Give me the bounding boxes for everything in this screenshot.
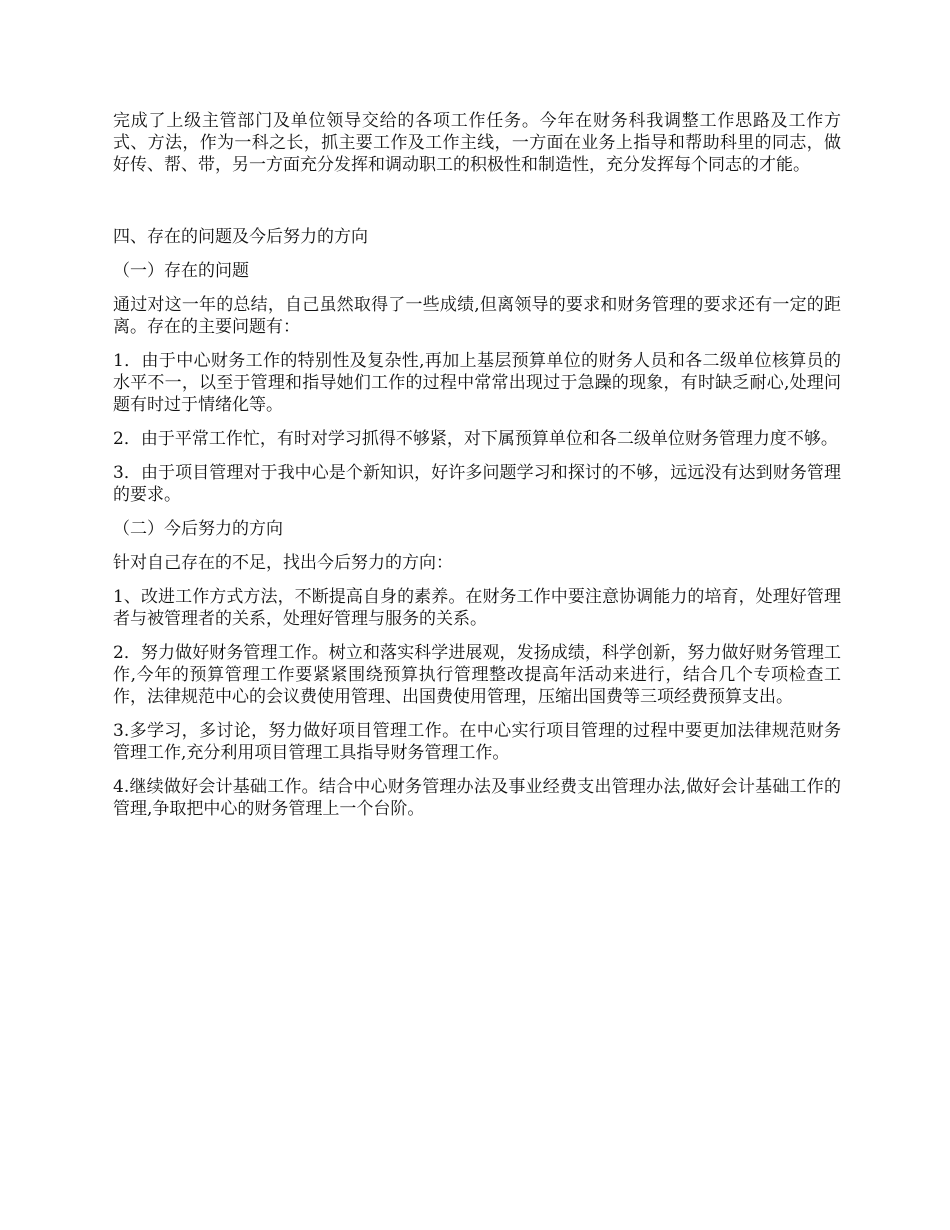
direction-item-4: 4.继续做好会计基础工作。结合中心财务管理办法及事业经费支出管理办法,做好会计基础工作的管理,争取把中心的财务管理上一个台阶。: [113, 777, 841, 819]
problem-item-1: 1．由于中心财务工作的特别性及复杂性,再加上基层预算单位的财务人员和各二级单位核算员的水平不一，以至于管理和指导她们工作的过程中常常出现过于急躁的现象，有时缺乏耐心,处理问题有时过于情绪化等。: [113, 351, 841, 415]
section-spacer: [113, 188, 841, 226]
subsection-heading-problems: （一）存在的问题: [113, 261, 249, 281]
subsection-heading-directions: （二）今后努力的方向: [113, 519, 283, 539]
section-heading: 四、存在的问题及今后努力的方向: [113, 227, 368, 247]
intro-paragraph: 完成了上级主管部门及单位领导交给的各项工作任务。今年在财务科我调整工作思路及工作方式、方法，作为一科之长，抓主要工作及工作主线，一方面在业务上指导和帮助科里的同志，做好传、帮、带，另一方面充分发挥和调动职工的积极性和制造性，充分发挥每个同志的才能。: [113, 111, 841, 175]
document-page: [113, 110, 841, 832]
direction-item-3: 3.多学习，多讨论，努力做好项目管理工作。在中心实行项目管理的过程中要更加法律规范财务管理工作,充分利用项目管理工具指导财务管理工作。: [113, 721, 841, 763]
problem-item-3: 3．由于项目管理对于我中心是个新知识，好许多问题学习和探讨的不够，远远没有达到财务管理的要求。: [113, 463, 841, 505]
directions-intro-paragraph: 针对自己存在的不足，找出今后努力的方向：: [113, 553, 453, 573]
direction-item-1: 1、改进工作方式方法，不断提高自身的素养。在财务工作中要注意协调能力的培育，处理好管理者与被管理者的关系，处理好管理与服务的关系。: [113, 587, 841, 629]
problem-item-2: 2．由于平常工作忙，有时对学习抓得不够紧，对下属预算单位和各二级单位财务管理力度不够。: [113, 429, 838, 449]
problems-intro-paragraph: 通过对这一年的总结，自己虽然取得了一些成绩,但离领导的要求和财务管理的要求还有一定的距离。存在的主要问题有：: [113, 295, 841, 337]
direction-item-2: 2．努力做好财务管理工作。树立和落实科学进展观，发扬成绩，科学创新，努力做好财务管理工作,今年的预算管理工作要紧紧围绕预算执行管理整改提高年活动来进行，结合几个专项检查工作，法律规范中心的会议费使用管理、出国费使用管理，压缩出国费等三项经费预算支出。: [113, 643, 841, 707]
